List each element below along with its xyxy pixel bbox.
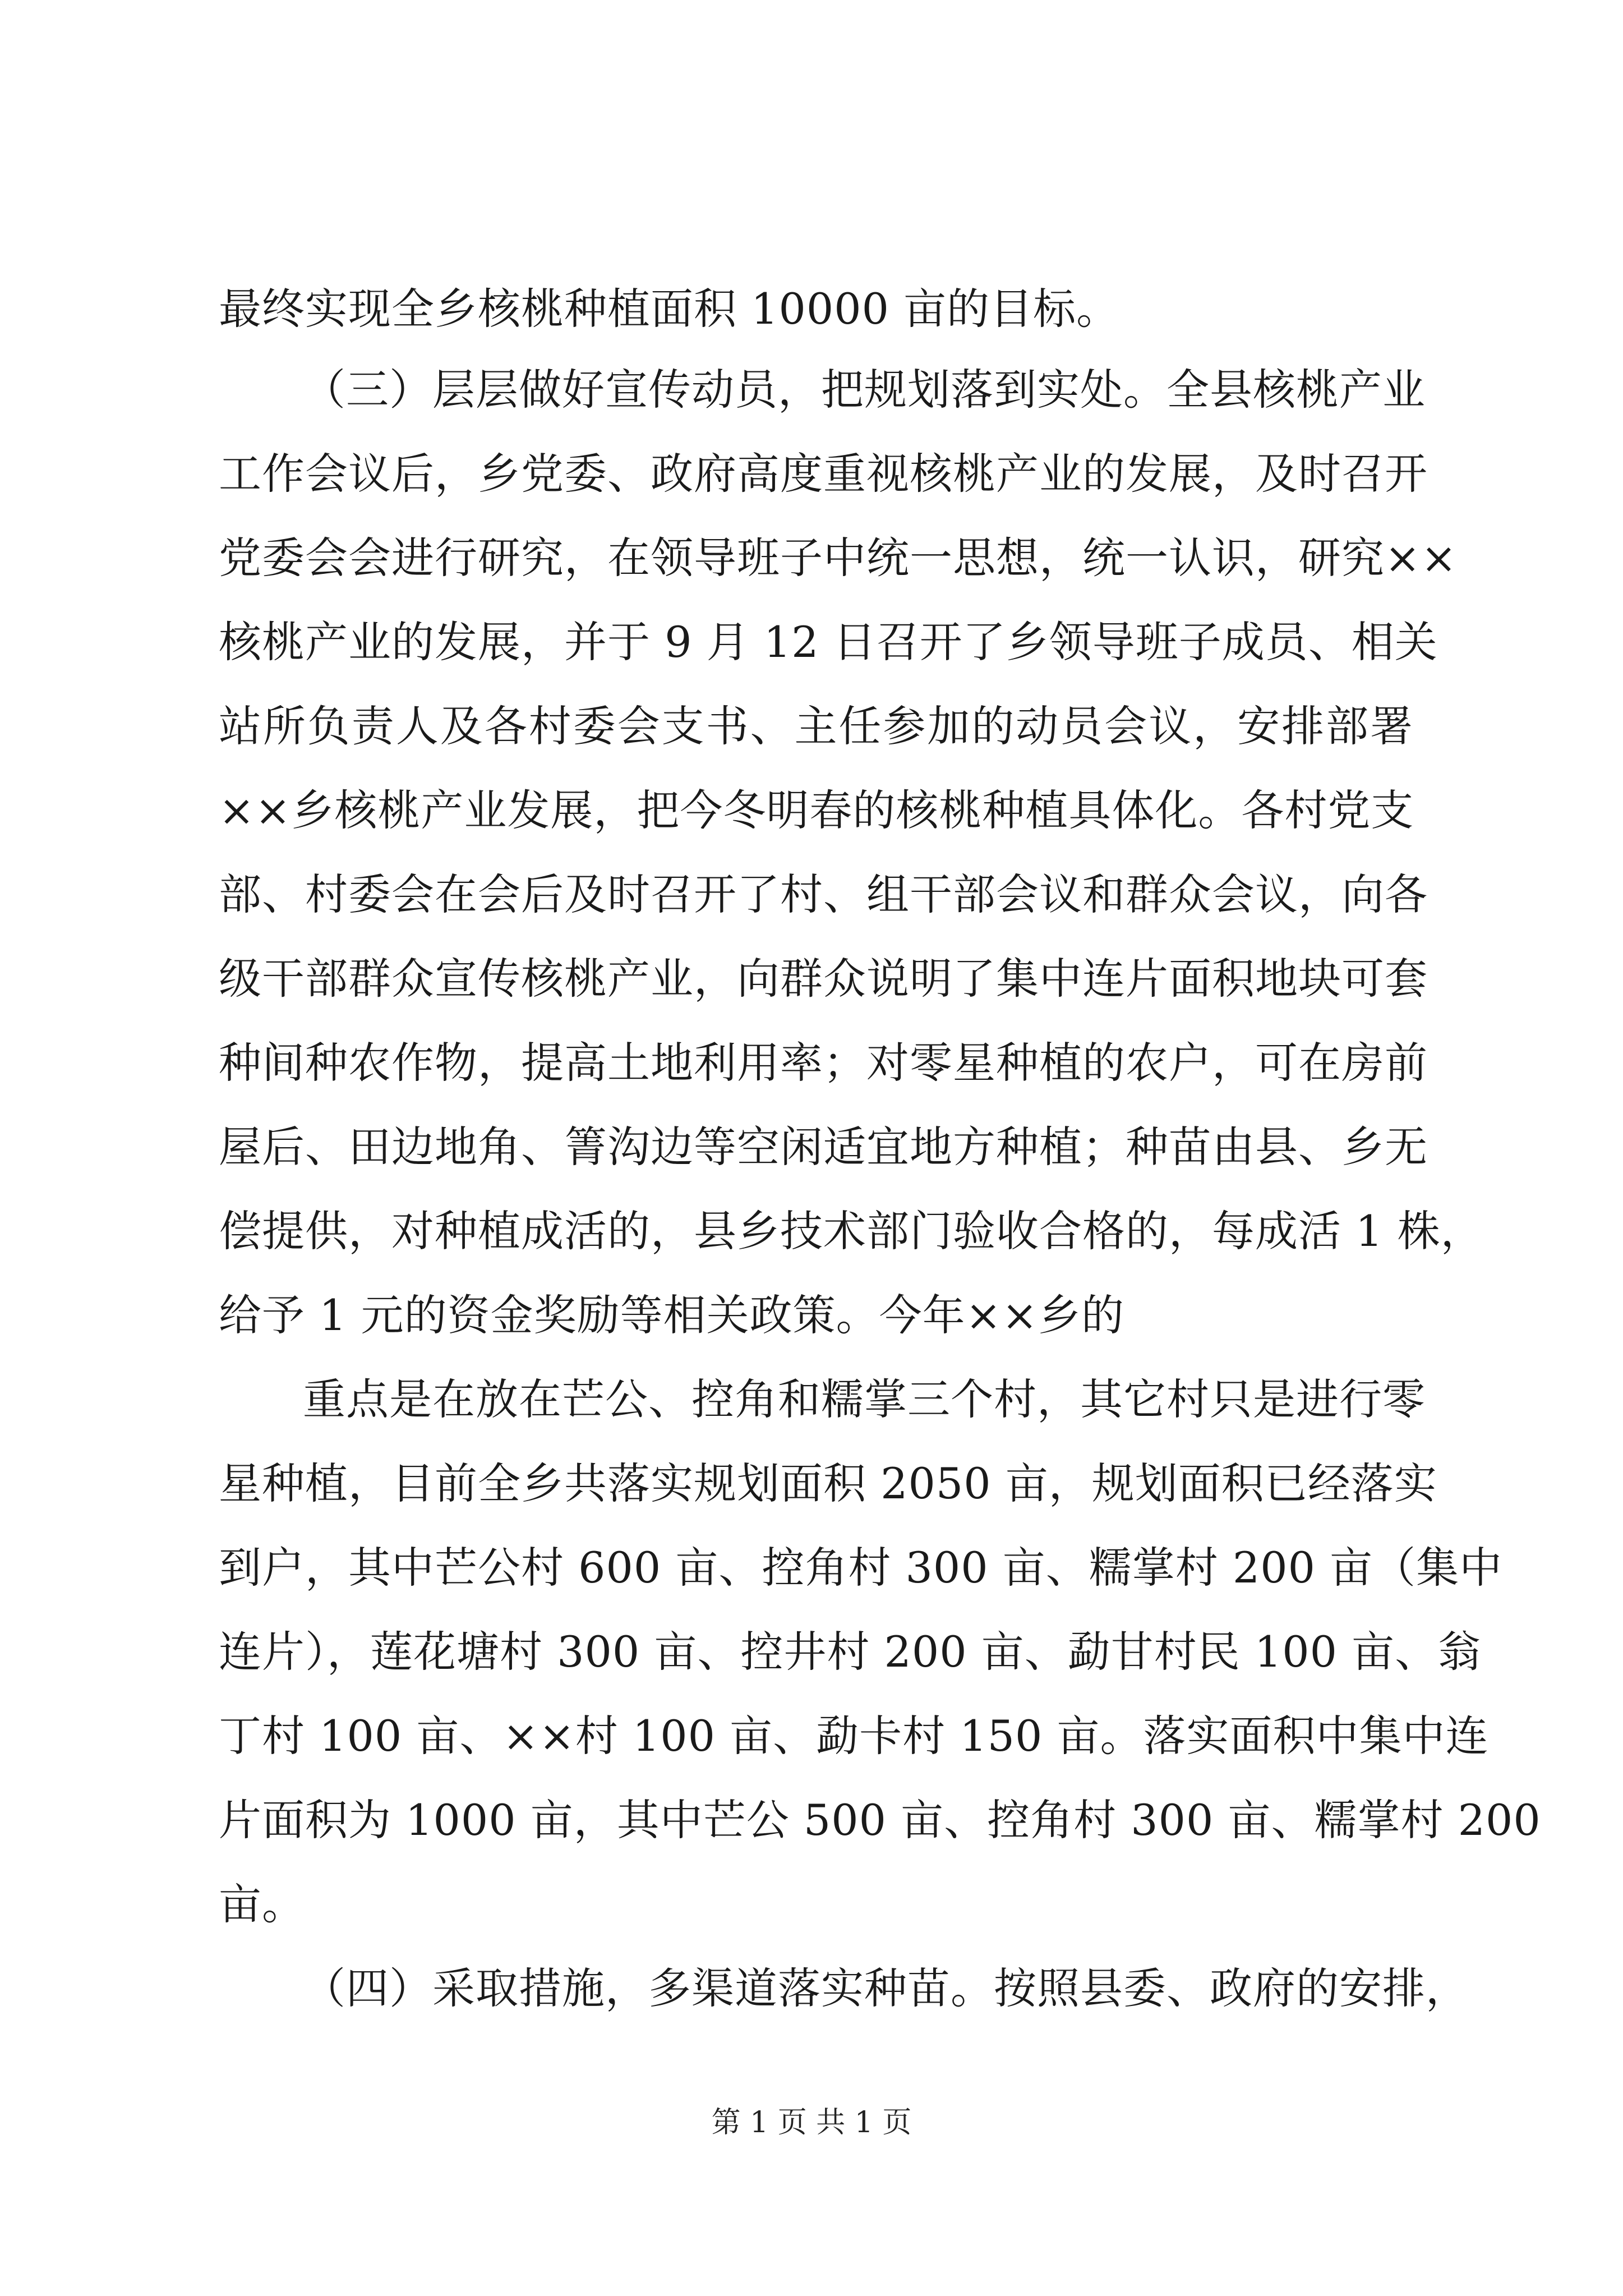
text-line: 党委会会进行研究，在领导班子中统一思想，统一认识，研究×× <box>219 533 1458 583</box>
text-line: 级干部群众宣传核桃产业，向群众说明了集中连片面积地块可套 <box>219 954 1428 1004</box>
text-line: 丁村 100 亩、××村 100 亩、勐卡村 150 亩。落实面积中集中连 <box>219 1711 1489 1761</box>
text-line: 亩。 <box>219 1879 305 1929</box>
page-number-footer: 第 1 页 共 1 页 <box>711 2106 912 2139</box>
text-line: 星种植，目前全乡共落实规划面积 2050 亩，规划面积已经落实 <box>219 1458 1437 1508</box>
text-line: 部、村委会在会后及时召开了村、组干部会议和群众会议，向各 <box>219 869 1428 919</box>
text-line: 到户，其中芒公村 600 亩、控角村 300 亩、糯掌村 200 亩（集中 <box>219 1543 1503 1593</box>
text-line: 屋后、田边地角、箐沟边等空闲适宜地方种植；种苗由县、乡无 <box>219 1122 1428 1172</box>
text-line: 核桃产业的发展，并于 9 月 12 日召开了乡领导班子成员、相关 <box>219 617 1438 667</box>
section-heading-line: （三）层层做好宣传动员，把规划落到实处。全县核桃产业 <box>303 365 1426 415</box>
text-line: 种间种农作物，提高土地利用率；对零星种植的农户，可在房前 <box>219 1038 1428 1088</box>
text-line: 连片），莲花塘村 300 亩、控井村 200 亩、勐甘村民 100 亩、翁 <box>219 1627 1482 1677</box>
text-line: 站所负责人及各村委会支书、主任参加的动员会议，安排部署 <box>219 701 1413 751</box>
text-line: 重点是在放在芒公、控角和糯掌三个村，其它村只是进行零 <box>303 1374 1426 1424</box>
text-line: 工作会议后，乡党委、政府高度重视核桃产业的发展，及时召开 <box>219 449 1428 499</box>
section-heading-line: （四）采取措施，多渠道落实种苗。按照县委、政府的安排， <box>303 1963 1469 2013</box>
text-line: 偿提供，对种植成活的，县乡技术部门验收合格的，每成活 1 株， <box>219 1206 1484 1256</box>
text-line: 最终实现全乡核桃种植面积 10000 亩的目标。 <box>219 284 1120 334</box>
text-line: 片面积为 1000 亩，其中芒公 500 亩、控角村 300 亩、糯掌村 200 <box>219 1795 1541 1845</box>
text-line: 给予 1 元的资金奖励等相关政策。今年××乡的 <box>219 1290 1125 1340</box>
text-line: ××乡核桃产业发展，把今冬明春的核桃种植具体化。各村党支 <box>219 785 1414 835</box>
